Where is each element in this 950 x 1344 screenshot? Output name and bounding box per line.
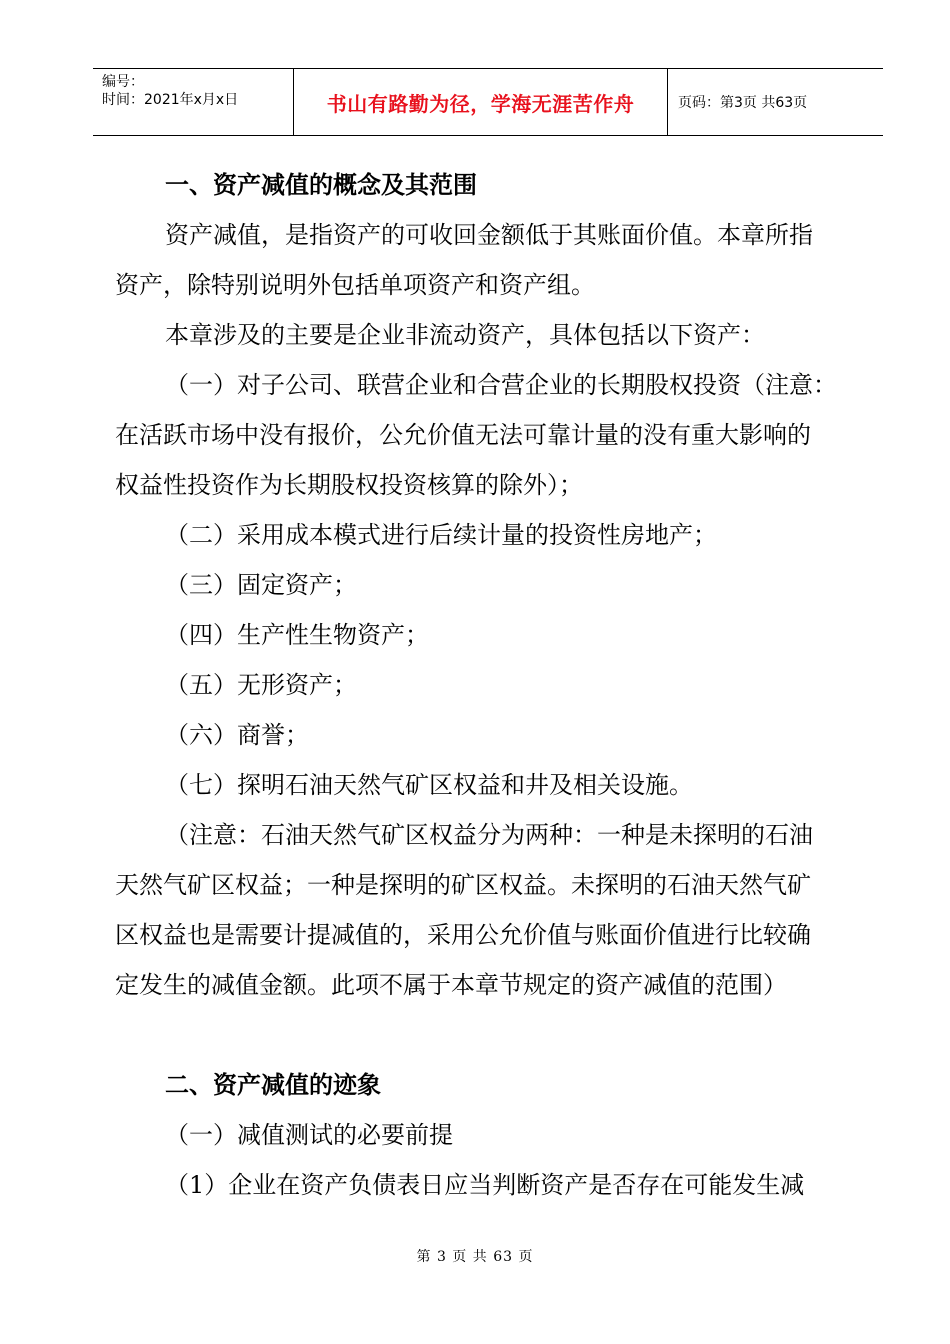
subsection-heading: （一）减值测试的必要前提 xyxy=(165,1121,453,1149)
header-motto: 书山有路勤为径，学海无涯苦作舟 xyxy=(294,69,668,135)
header-page-info: 页码：第3页 共63页 xyxy=(678,95,808,111)
time-label: 时间：2021年x月x日 xyxy=(102,92,239,108)
list-item: （七）探明石油天然气矿区权益和井及相关设施。 xyxy=(165,771,693,799)
section-gap xyxy=(115,1010,860,1060)
list-item-continuation: 权益性投资作为长期股权投资核算的除外）； xyxy=(115,471,583,499)
list-item: （四）生产性生物资产； xyxy=(165,621,429,649)
paragraph-line: （1）企业在资产负债表日应当判断资产是否存在可能发生减 xyxy=(165,1171,805,1199)
list-item: （六）商誉； xyxy=(165,721,309,749)
document-body xyxy=(115,160,860,1210)
note-line: 区权益也是需要计提减值的，采用公允价值与账面价值进行比较确 xyxy=(115,921,811,949)
paragraph-line: 资产减值，是指资产的可收回金额低于其账面价值。本章所指 xyxy=(165,221,813,249)
note-line: （注意：石油天然气矿区权益分为两种：一种是未探明的石油 xyxy=(165,821,813,849)
document-header xyxy=(93,68,883,136)
list-item: （二）采用成本模式进行后续计量的投资性房地产； xyxy=(165,521,717,549)
list-item: （三）固定资产； xyxy=(165,571,357,599)
note-line: 天然气矿区权益；一种是探明的矿区权益。未探明的石油天然气矿 xyxy=(115,871,811,899)
header-meta xyxy=(93,69,294,135)
paragraph-line: 本章涉及的主要是企业非流动资产，具体包括以下资产： xyxy=(165,321,765,349)
list-item-continuation: 在活跃市场中没有报价，公允价值无法可靠计量的没有重大影响的 xyxy=(115,421,811,449)
list-item: （五）无形资产； xyxy=(165,671,357,699)
list-item: （一）对子公司、联营企业和合营企业的长期股权投资（注意： xyxy=(165,371,837,399)
section-heading-1: 一、资产减值的概念及其范围 xyxy=(165,171,477,199)
page-footer: 第 3 页 共 63 页 xyxy=(416,1249,534,1265)
note-line: 定发生的减值金额。此项不属于本章节规定的资产减值的范围） xyxy=(115,971,787,999)
paragraph-line: 资产，除特别说明外包括单项资产和资产组。 xyxy=(115,271,595,299)
number-label: 编号： xyxy=(102,74,144,90)
section-heading-2: 二、资产减值的迹象 xyxy=(165,1071,381,1099)
